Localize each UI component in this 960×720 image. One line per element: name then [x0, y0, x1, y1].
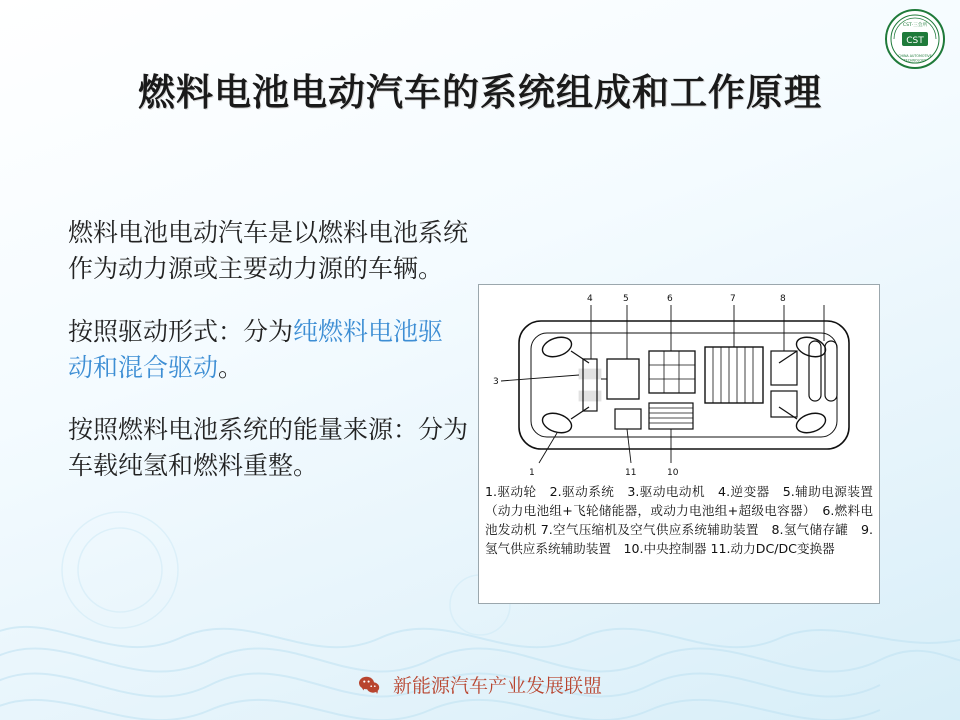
- page-title: 燃料电池电动汽车的系统组成和工作原理: [138, 70, 822, 114]
- paragraph-1-run-1: 燃料电池电动汽车是以燃料电池系统作为动力源或主要动力源的车辆。: [68, 218, 469, 284]
- paragraph-2-run-3: 。: [218, 352, 244, 382]
- callout-8: 8: [780, 294, 786, 304]
- svg-text:CST·三会所: CST·三会所: [902, 23, 928, 28]
- paragraph-2-accent-run: 纯燃料电池驱动和混合驱动: [68, 316, 444, 382]
- callout-7: 7: [730, 294, 736, 304]
- paragraph-3: [68, 412, 468, 485]
- svg-text:TECHNOLOGY: TECHNOLOGY: [903, 58, 927, 63]
- body-text-block: [68, 215, 468, 511]
- figure-caption: 1.驱动轮 2.驱动系统 3.驱动电动机 4.逆变器 5.辅助电源装置（动力电池组+飞轮储能器，或动力电池组+超级电容器） 6.燃料电池发动机 7.空气压缩机及空气供应系统辅助装置 8.氢气储存罐 9.氢气供应系统辅助装置 10.中央控制器 11.动力DC/DC变换器: [485, 484, 873, 556]
- paragraph-1: [68, 215, 468, 288]
- figure-container: [478, 284, 880, 604]
- callout-4: 4: [587, 294, 593, 304]
- callout-3: 3: [493, 377, 499, 387]
- wechat-icon: [358, 675, 380, 695]
- callout-5: 5: [623, 294, 629, 304]
- svg-text:CST: CST: [906, 36, 924, 46]
- paragraph-3-run-1: 按照燃料电池系统的能量来源：分为车载纯氢和燃料重整。: [68, 415, 469, 481]
- callout-6: 6: [667, 294, 673, 304]
- footer-brand: [0, 671, 960, 698]
- callout-1: 1: [529, 468, 535, 478]
- callout-10: 10: [667, 468, 679, 478]
- callout-11: 11: [625, 468, 637, 478]
- cst-institute-logo: [884, 8, 946, 70]
- paragraph-2: [68, 314, 468, 387]
- svg-text:CHINA AUTOMOTIVE: CHINA AUTOMOTIVE: [898, 54, 932, 58]
- paragraph-2-run-1: 按照驱动形式：分为: [68, 316, 294, 346]
- footer-text: 新能源汽车产业发展联盟: [393, 675, 603, 697]
- fuel-cell-vehicle-layout-diagram: [479, 285, 879, 485]
